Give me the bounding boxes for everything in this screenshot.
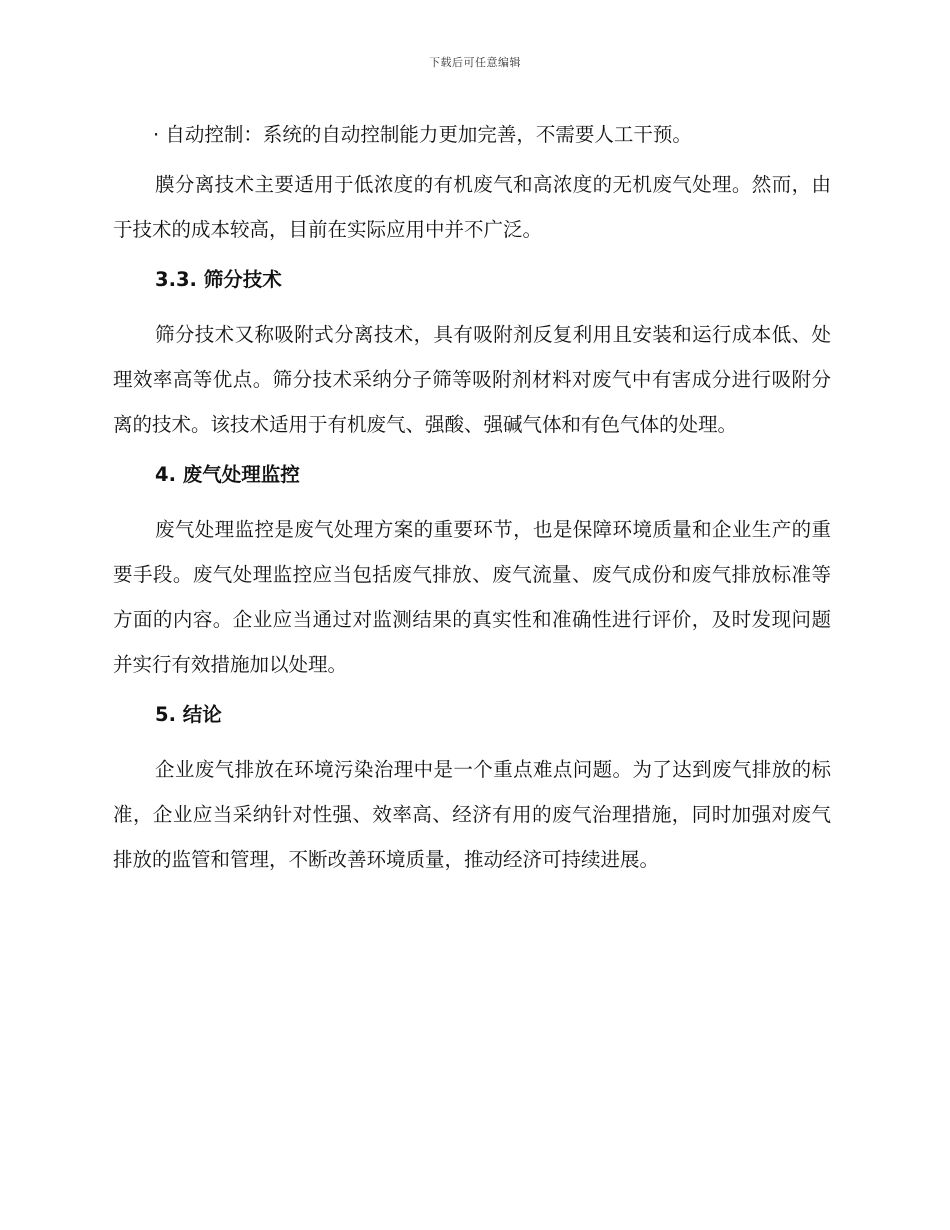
section-heading-5: 5. 结论: [155, 703, 222, 726]
page-header-note: 下载后可任意编辑: [429, 56, 521, 69]
bullet-auto-control: · 自动控制：系统的自动控制能力更加完善，不需要人工干预。: [153, 123, 692, 146]
paragraph-membrane-separation: 膜分离技术主要适用于低浓度的有机废气和高浓度的无机废气处理。然而，由于技术的成本较高，目前在实际应用中并不广泛。: [113, 173, 831, 241]
paragraph-sieve-technology: 筛分技术又称吸附式分离技术，具有吸附剂反复利用且安装和运行成本低、处理效率高等优点。筛分技术采纳分子筛等吸附剂材料对废气中有害成分进行吸附分离的技术。该技术适用于有机废气、强酸、强碱气体和有色气体的处理。: [113, 323, 831, 436]
section-heading-3-3: 3.3. 筛分技术: [155, 268, 282, 291]
section-heading-4: 4. 废气处理监控: [155, 463, 300, 486]
document-body: [113, 112, 831, 887]
paragraph-conclusion: 企业废气排放在环境污染治理中是一个重点难点问题。为了达到废气排放的标准，企业应当采纳针对性强、效率高、经济有用的废气治理措施，同时加强对废气排放的监管和管理，不断改善环境质量，推动经济可持续进展。: [113, 758, 831, 871]
paragraph-exhaust-monitoring: 废气处理监控是废气处理方案的重要环节，也是保障环境质量和企业生产的重要手段。废气处理监控应当包括废气排放、废气流量、废气成份和废气排放标准等方面的内容。企业应当通过对监测结果的真实性和准确性进行评价，及时发现问题并实行有效措施加以处理。: [113, 518, 831, 676]
